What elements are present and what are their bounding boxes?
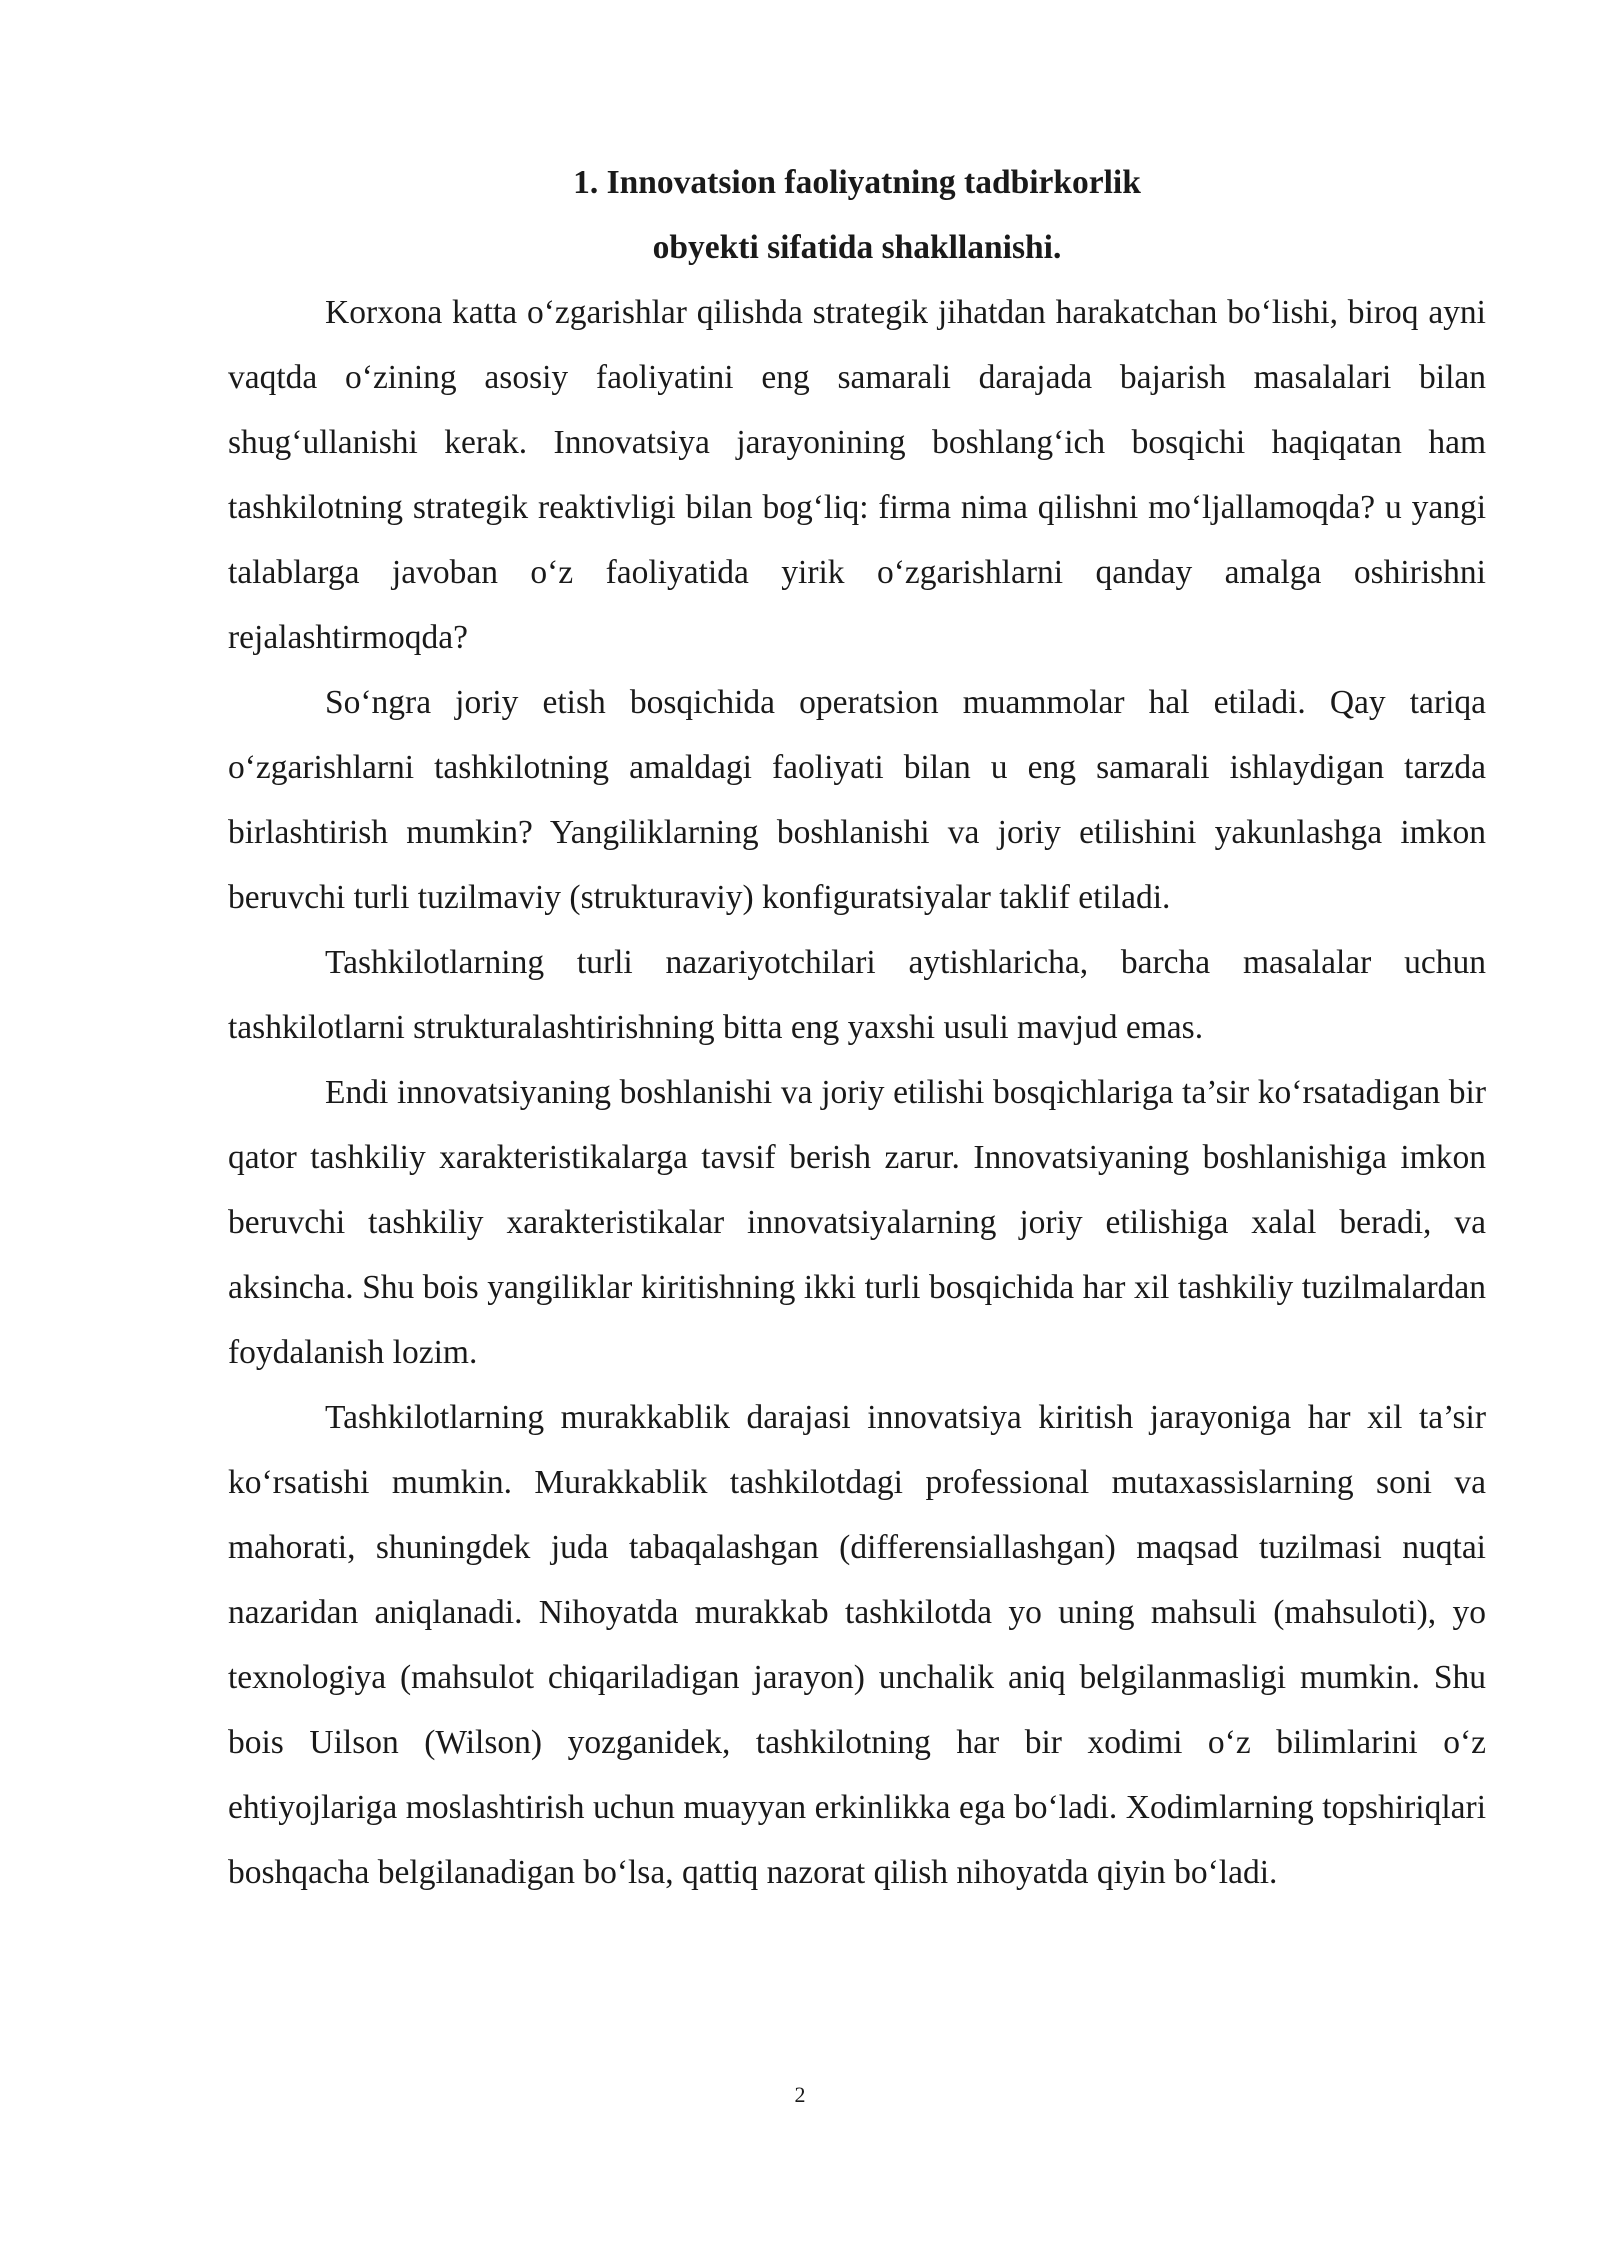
paragraph-1: Korxona katta o‘zgarishlar qilishda strategik jihatdan harakatchan bo‘lishi, biroq ayni vaqtda o‘zining asosiy faoliyatini eng samarali darajada bajarish masalalari bilan shug‘ullanishi kerak. Innovatsiya jarayonining boshlang‘ich bosqichi haqiqatan ham tashkilotning strategik reaktivligi bilan bog‘liq: firma nima qilishni mo‘ljallamoqda? u yangi talablarga javoban o‘z faoliyatida yirik o‘zgarishlarni qanday amalga oshirishni rejalashtirmoqda? — [228, 294, 1486, 656]
paragraph-2: So‘ngra joriy etish bosqichida operatsion muammolar hal etiladi. Qay tariqa o‘zgarishlarni tashkilotning amaldagi faoliyati bilan u eng samarali ishlaydigan tarzda birlashtirish mumkin? Yangiliklarning boshlanishi va joriy etilishini yakunlashga imkon beruvchi turli tuzilmaviy (strukturaviy) konfiguratsiyalar taklif etiladi. — [228, 684, 1486, 916]
document-body — [228, 150, 1486, 1905]
paragraph-5: Tashkilotlarning murakkablik darajasi innovatsiya kiritish jarayoniga har xil ta’sir ko‘rsatishi mumkin. Murakkablik tashkilotdagi professional mutaxassislarning soni va mahorati, shuningdek juda tabaqalashgan (differensiallashgan) maqsad tuzilmasi nuqtai nazaridan aniqlanadi. Nihoyatda murakkab tashkilotda yo uning mahsuli (mahsuloti), yo texnologiya (mahsulot chiqariladigan jarayon) unchalik aniq belgilanmasligi mumkin. Shu bois Uilson (Wilson) yozganidek, tashkilotning har bir xodimi o‘z bilimlarini o‘z ehtiyojlariga moslashtirish uchun muayyan erkinlikka ega bo‘ladi. Xodimlarning topshiriqlari boshqacha belgilanadigan bo‘lsa, qattiq nazorat qilish nihoyatda qiyin bo‘ladi. — [228, 1399, 1486, 1891]
paragraph-3: Tashkilotlarning turli nazariyotchilari aytishlaricha, barcha masalalar uchun tashkilotlarni strukturalashtirishning bitta eng yaxshi usuli mavjud emas. — [228, 944, 1486, 1046]
section-title-line-2: obyekti sifatida shakllanishi. — [652, 229, 1062, 266]
section-title-line-1: 1. Innovatsion faoliyatning tadbirkorlik — [573, 164, 1141, 201]
paragraph-4: Endi innovatsiyaning boshlanishi va joriy etilishi bosqichlariga ta’sir ko‘rsatadigan bir qator tashkiliy xarakteristikalarga tavsif berish zarur. Innovatsiyaning boshlanishiga imkon beruvchi tashkiliy xarakteristikalar innovatsiyalarning joriy etilishiga xalal beradi, va aksincha. Shu bois yangiliklar kiritishning ikki turli bosqichida har xil tashkiliy tuzilmalardan foydalanish lozim. — [228, 1074, 1486, 1371]
page-number: 2 — [794, 2082, 806, 2107]
